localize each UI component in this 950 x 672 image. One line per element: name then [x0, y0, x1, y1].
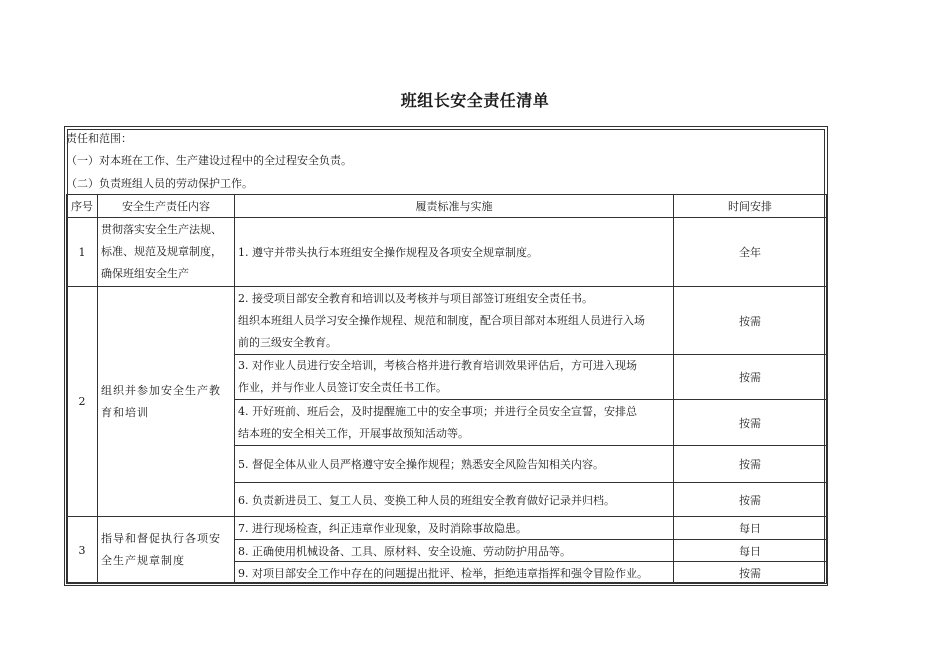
- content-line: 全生产规章制度: [101, 554, 185, 567]
- content-line: 育和培训: [101, 405, 149, 419]
- standard-cell: [235, 517, 674, 540]
- table-row: [67, 517, 827, 540]
- standard-line: 组织本班组人员学习安全操作规程、规范和制度，配合项目部对本班组人员进行入场: [238, 313, 645, 327]
- standard-line: 前的三级安全教育。: [238, 335, 337, 349]
- time-cell: 按需: [674, 400, 827, 446]
- scope-item-2: （二）负责班组人员的劳动保护工作。: [66, 177, 253, 190]
- scope-item-1: （一）对本班在工作、生产建设过程中的全过程安全负责。: [66, 154, 352, 167]
- standard-line: 1. 遵守并带头执行本班组安全操作规程及各项安全规章制度。: [238, 246, 538, 259]
- time-cell: 按需: [674, 287, 827, 355]
- standard-line: 5. 督促全体从业人员严格遵守安全操作规程；熟悉安全风险告知相关内容。: [238, 458, 604, 471]
- standard-line: 8. 正确使用机械设备、工具、原材料、安全设施、劳动防护用品等。: [238, 544, 571, 558]
- content-line: 贯彻落实安全生产法规、: [101, 223, 222, 236]
- content-line: 指导和督促执行各项安: [101, 532, 221, 545]
- standard-line: 2. 接受项目部安全教育和培训以及考核并与项目部签订班组安全责任书。: [238, 291, 593, 305]
- responsibility-table: [66, 194, 827, 584]
- row-number: 2: [67, 287, 98, 517]
- time-cell: 每日: [674, 540, 827, 562]
- row-number: 3: [67, 517, 98, 584]
- table-header-row: [67, 195, 827, 218]
- standard-cell: [235, 446, 674, 483]
- standard-cell: [235, 483, 674, 517]
- content-line: 组织并参加安全生产教: [101, 383, 221, 397]
- standard-cell: [235, 400, 674, 446]
- standard-cell: [235, 287, 674, 355]
- time-cell: 按需: [674, 483, 827, 517]
- header-content: 安全生产责任内容: [98, 195, 235, 218]
- time-cell: 按需: [674, 446, 827, 483]
- content-line: 标准、规范及规章制度，: [101, 245, 222, 258]
- header-time: 时间安排: [674, 195, 827, 218]
- time-cell: 全年: [674, 218, 827, 287]
- scope-section: [66, 129, 826, 195]
- standard-cell: [235, 562, 674, 584]
- standard-line: 7. 进行现场检查，纠正违章作业现象，及时消除事故隐患。: [238, 522, 527, 535]
- time-cell: 每日: [674, 517, 827, 540]
- standard-line: 9. 对项目部安全工作中存在的问题提出批评、检举，拒绝违章指挥和强令冒险作业。: [238, 566, 648, 580]
- responsibility-content: [98, 517, 235, 584]
- standard-line: 3. 对作业人员进行安全培训，考核合格并进行教育培训效果评估后，方可进入现场: [238, 359, 637, 372]
- standard-cell: [235, 218, 674, 287]
- standard-line: 6. 负责新进员工、复工人员、变换工种人员的班组安全教育做好记录并归档。: [238, 493, 615, 507]
- standard-cell: [235, 355, 674, 400]
- responsibility-content: [98, 218, 235, 287]
- standard-cell: [235, 540, 674, 562]
- header-no: 序号: [67, 195, 98, 218]
- table-row: [67, 287, 827, 355]
- responsibility-content: [98, 287, 235, 517]
- scope-heading: 责任和范围：: [66, 132, 132, 145]
- time-cell: 按需: [674, 355, 827, 400]
- table-row: [67, 218, 827, 287]
- standard-line: 作业，并与作业人员签订安全责任书工作。: [238, 381, 447, 394]
- row-number: 1: [67, 218, 98, 287]
- standard-line: 4. 开好班前、班后会，及时提醒施工中的安全事项；并进行全员安全宣誓，安排总: [238, 404, 637, 418]
- title-text: 班组长安全责任清单: [400, 91, 550, 110]
- content-line: 确保班组安全生产: [101, 267, 189, 280]
- standard-line: 结本班的安全相关工作，开展事故预知活动等。: [238, 426, 469, 440]
- header-standard: 履责标准与实施: [235, 195, 674, 218]
- time-cell: 按需: [674, 562, 827, 584]
- document-title: [0, 88, 950, 111]
